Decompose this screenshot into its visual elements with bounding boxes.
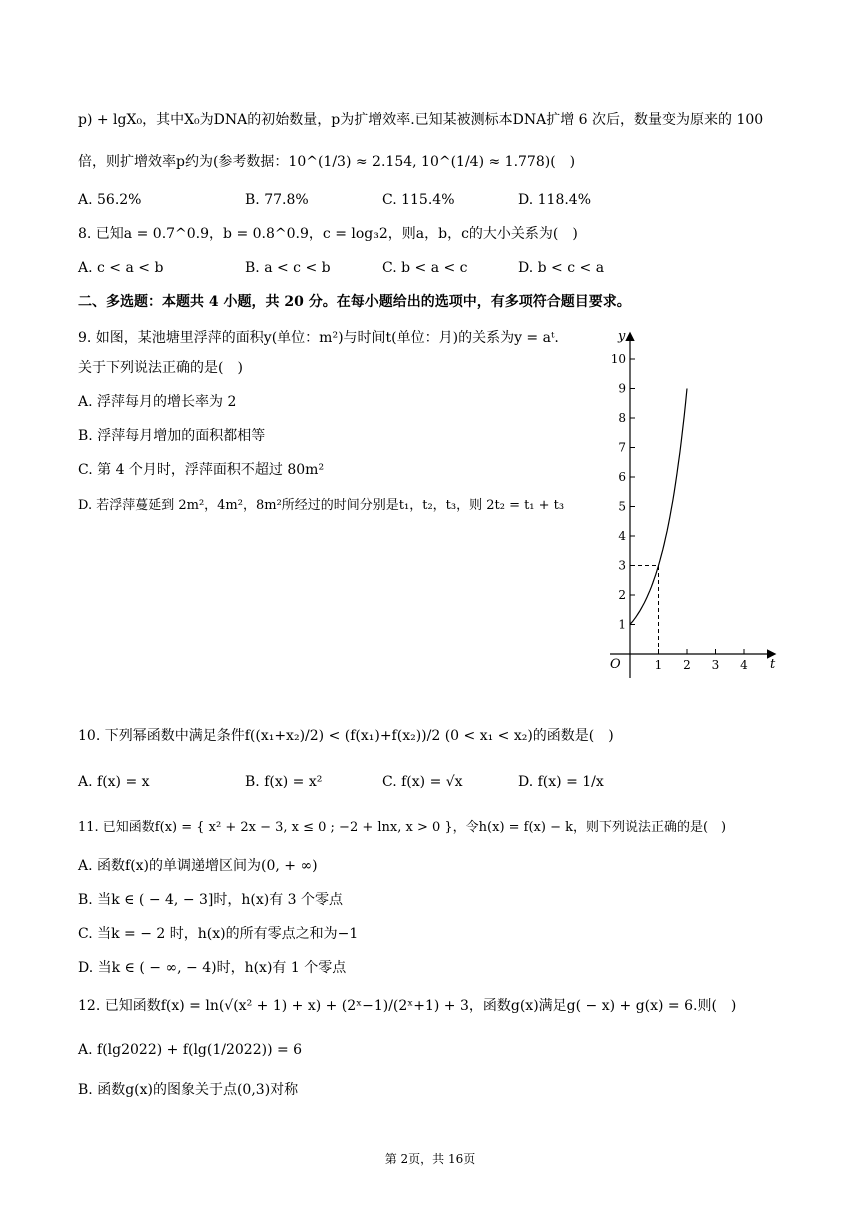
q11-stem: 11. 已知函数f(x) = { x² + 2x − 3, x ≤ 0 ; −2 + lnx, x > 0 }，令h(x) = f(x) − k，则下列说法正确的是( )	[78, 820, 727, 835]
q7-option-d: D. 118.4%	[518, 192, 592, 208]
origin-label: O	[610, 657, 621, 672]
q8-option-a: A. c < a < b	[78, 260, 164, 276]
q8-stem: 8. 已知a = 0.7^0.9，b = 0.8^0.9，c = log₃2，则a，b，c的大小关系为( )	[78, 226, 578, 242]
q11-option-d: D. 当k ∈ ( − ∞, − 4)时，h(x)有 1 个零点	[78, 960, 347, 976]
q7-stem-line1: p) + lgX₀，其中X₀为DNA的初始数量，p为扩增效率.已知某被测标本DNA扩增 6 次后，数量变为原来的 100	[78, 112, 764, 128]
y-tick-label: 10	[610, 352, 626, 366]
q9-option-d: D. 若浮萍蔓延到 2m²，4m²，8m²所经过的时间分别是t₁，t₂，t₃，则 2t₂ = t₁ + t₃	[78, 498, 565, 513]
x-tick-label: 3	[711, 658, 720, 672]
q11-option-b: B. 当k ∈ ( − 4, − 3]时，h(x)有 3 个零点	[78, 892, 344, 908]
q8-option-d: D. b < c < a	[518, 260, 605, 276]
y-tick-label: 9	[618, 381, 626, 396]
x-tick-label: 1	[654, 658, 663, 672]
q9-graph	[596, 322, 786, 682]
q9-option-a: A. 浮萍每月的增长率为 2	[78, 394, 237, 410]
q9-stem-line1: 9. 如图，某池塘里浮萍的面积y(单位：m²)与时间t(单位：月)的关系为y = aᵗ.	[78, 330, 559, 346]
q12-option-b: B. 函数g(x)的图象关于点(0,3)对称	[78, 1082, 299, 1098]
q10-stem: 10. 下列幂函数中满足条件f((x₁+x₂)/2) < (f(x₁)+f(x₂))/2 (0 < x₁ < x₂)的函数是( )	[78, 728, 614, 744]
q12-stem: 12. 已知函数f(x) = ln(√(x² + 1) + x) + (2ˣ−1)/(2ˣ+1) + 3，函数g(x)满足g( − x) + g(x) = 6.则( )	[78, 998, 737, 1014]
page-footer: 第 2页，共 16页	[384, 1152, 476, 1166]
y-tick-label: 5	[618, 499, 626, 514]
section-multi-choice-heading: 二、多选题：本题共 4 小题，共 20 分。在每小题给出的选项中，有多项符合题目要求。	[78, 294, 631, 310]
y-tick-label: 3	[618, 558, 626, 573]
x-tick-label: 4	[740, 658, 748, 672]
q10-option-c: C. f(x) = √x	[382, 774, 463, 790]
y-tick-label: 2	[618, 588, 626, 602]
q12-option-a: A. f(lg2022) + f(lg(1/2022)) = 6	[78, 1042, 303, 1058]
q9-option-c: C. 第 4 个月时，浮萍面积不超过 80m²	[78, 462, 325, 478]
q10-option-a: A. f(x) = x	[78, 774, 150, 790]
q7-option-c: C. 115.4%	[382, 192, 455, 208]
q9-option-b: B. 浮萍每月增加的面积都相等	[78, 428, 266, 444]
q10-option-d: D. f(x) = 1/x	[518, 774, 604, 790]
q7-option-a: A. 56.2%	[78, 192, 142, 208]
q11-option-c: C. 当k = − 2 时，h(x)的所有零点之和为−1	[78, 926, 359, 942]
y-tick-label: 7	[618, 440, 626, 455]
y-tick-label: 6	[618, 470, 626, 484]
y-axis-label: y	[618, 329, 626, 344]
y-tick-label: 1	[618, 617, 626, 632]
q8-option-c: C. b < a < c	[382, 260, 468, 276]
q9-stem-line2: 关于下列说法正确的是( )	[78, 360, 243, 376]
q7-option-b: B. 77.8%	[245, 192, 309, 208]
x-tick-label: 2	[683, 658, 691, 672]
q8-option-b: B. a < c < b	[245, 260, 331, 276]
y-tick-label: 4	[618, 529, 626, 543]
q10-option-b: B. f(x) = x²	[245, 774, 323, 790]
q11-option-a: A. 函数f(x)的单调递增区间为(0, + ∞)	[78, 858, 318, 874]
x-axis-label: t	[770, 657, 776, 672]
q7-stem-line2: 倍，则扩增效率p约为(参考数据：10^(1/3) ≈ 2.154, 10^(1/4) ≈ 1.778)( )	[78, 154, 576, 170]
y-tick-label: 8	[618, 411, 626, 425]
